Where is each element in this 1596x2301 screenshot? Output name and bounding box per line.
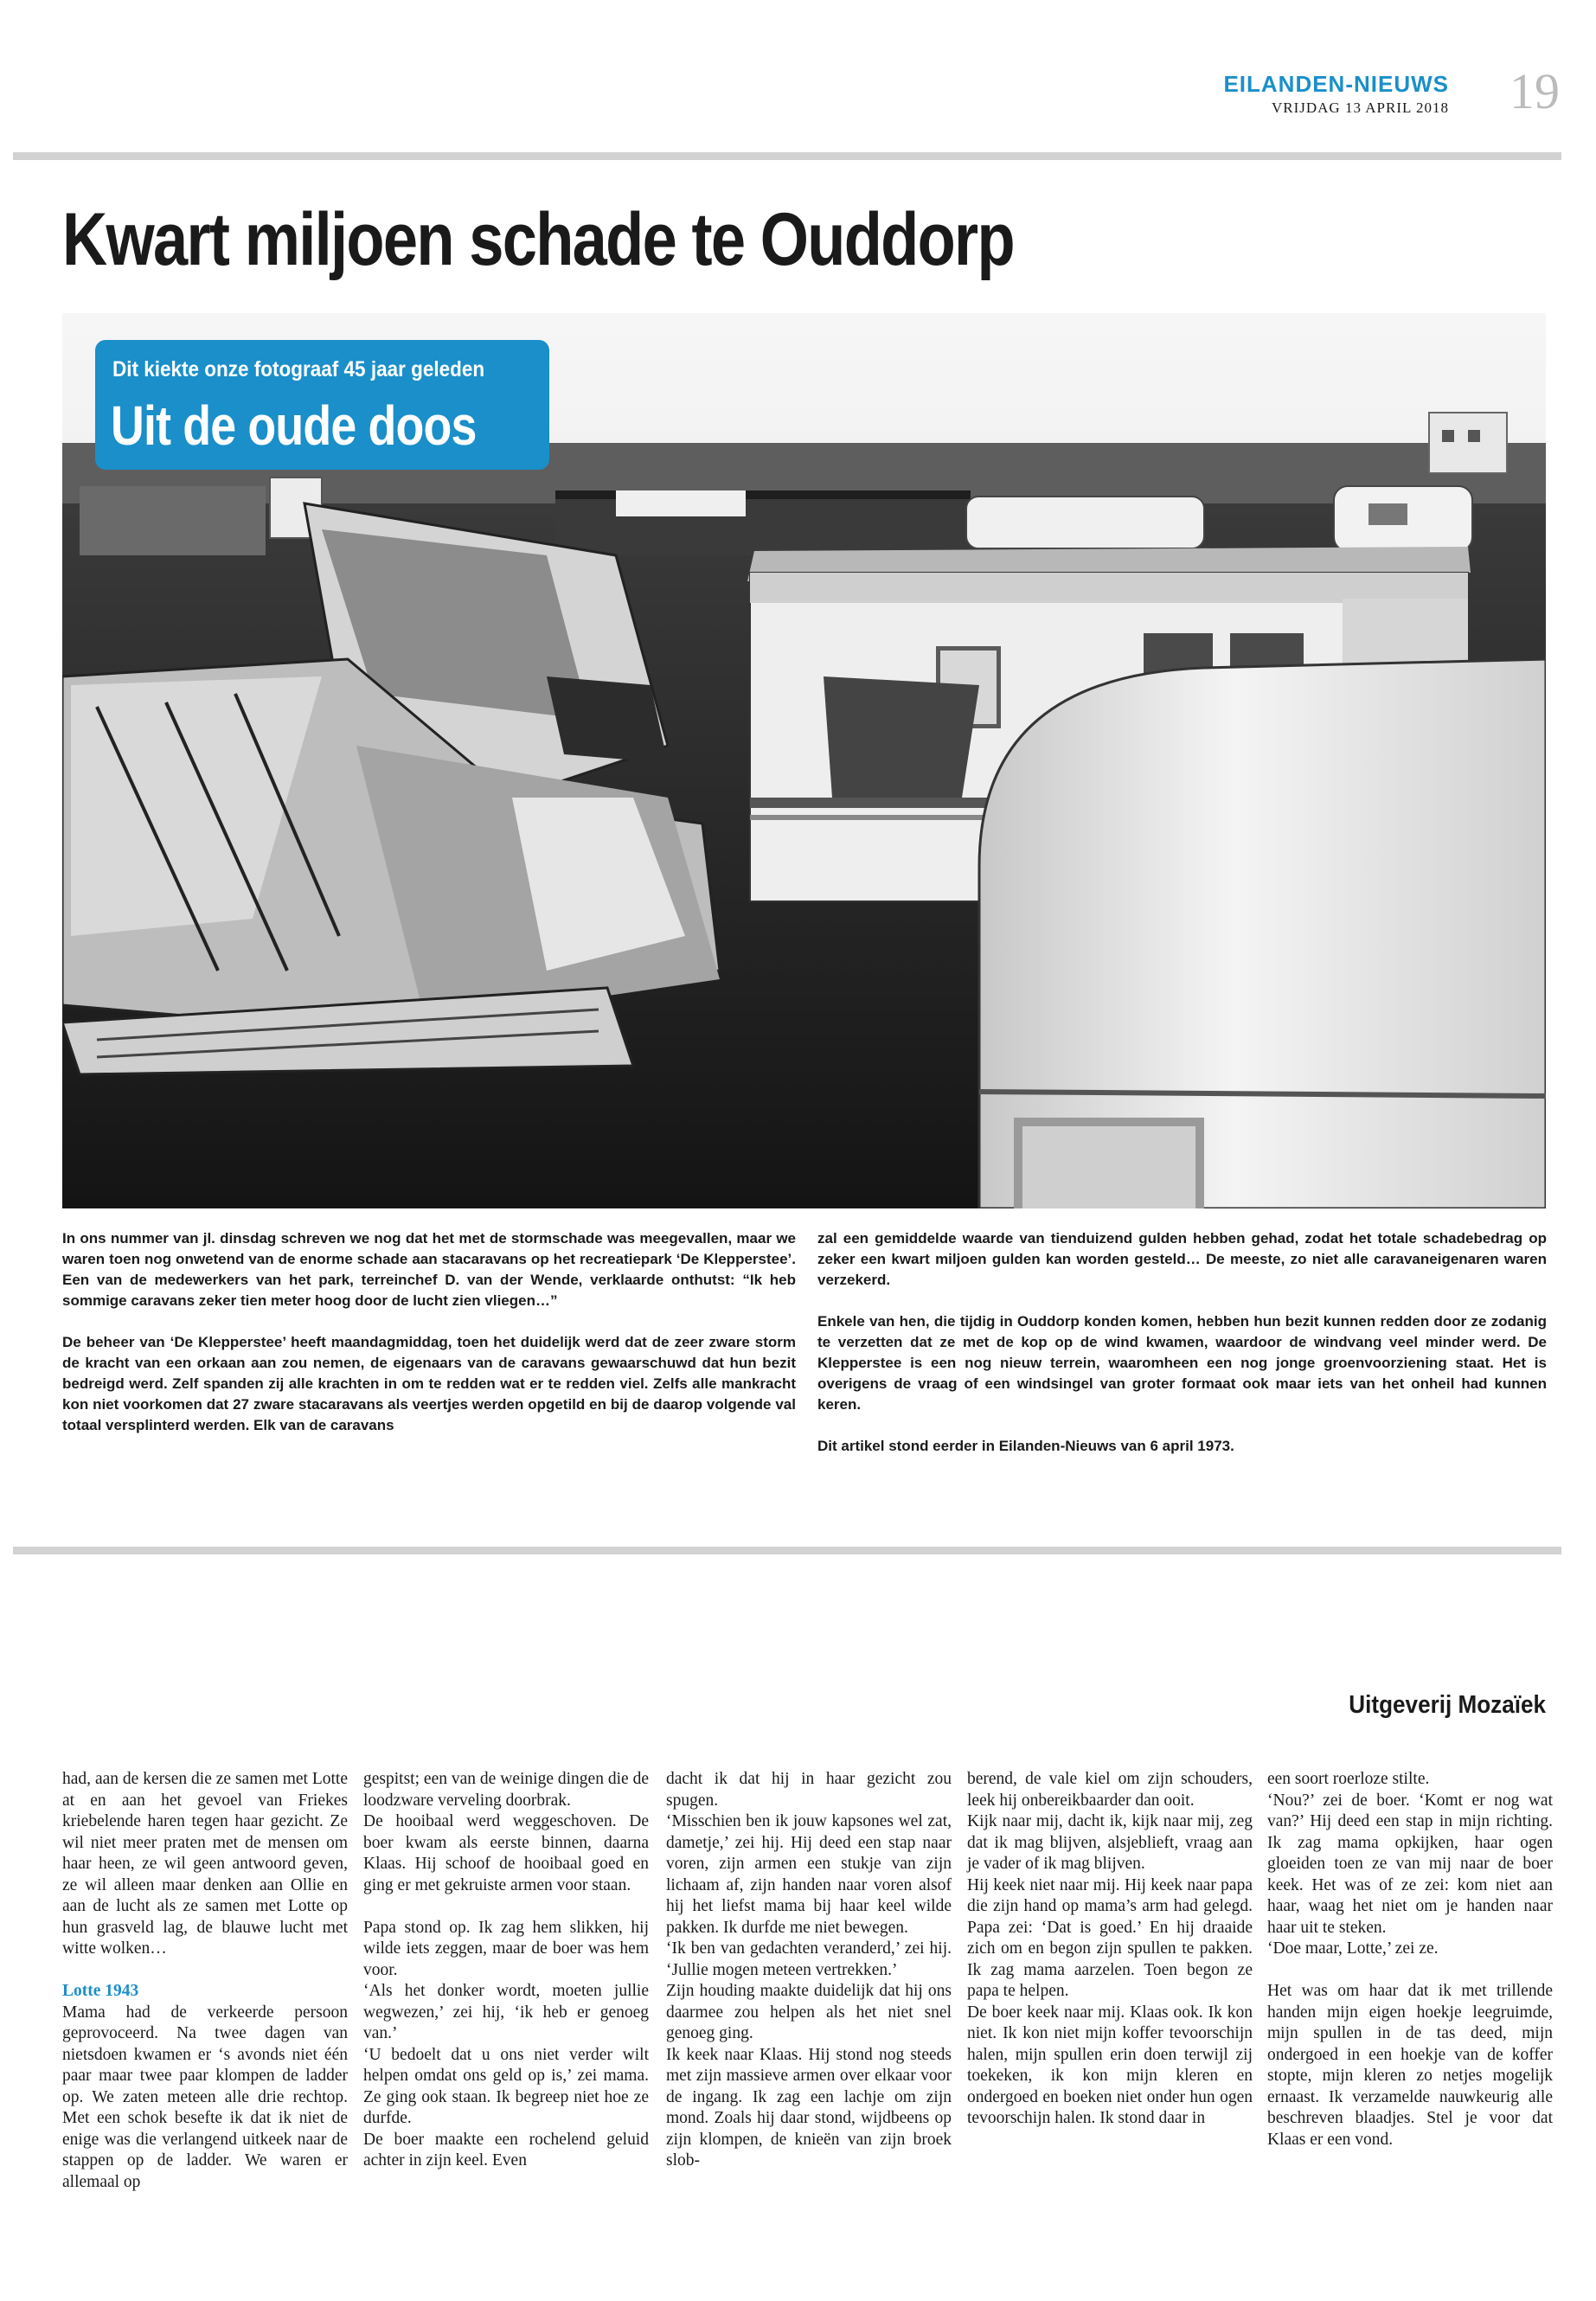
paragraph: ‘Ik ben van gedachten veranderd,’ zei hij. ‘Jullie mogen meteen vertrekken.’: [666, 1939, 952, 1979]
intro-column-right: [817, 1228, 1547, 1477]
source-note: Dit artikel stond eerder in Eilanden-Nieuws van 6 april 1973.: [817, 1438, 1234, 1454]
masthead: [1223, 71, 1449, 117]
paragraph: Mama had de verkeerde persoon geprovoceerd. Na twee dagen van nietsdoen kwamen er ‘s avonds niet één paar maar twee paar klompen de ladder op. We zaten meteen alle drie rechtop. Met een schok besefte ik dat ik niet de enige was die verlangend uitkeek naar de stappen op de ladder. We waren er allemaal op: [62, 2003, 348, 2191]
paragraph: gespitst; een van de weinige dingen die de loodzware verveling doorbrak.: [363, 1770, 649, 1810]
paragraph: dacht ik dat hij in haar gezicht zou spugen.: [666, 1770, 952, 1810]
paragraph: ‘U bedoelt dat u ons niet verder wilt helpen omdat ons geld op is,’ zei mama. Ze ging ook staan. Ik begreep niet hoe ze durfde.: [363, 2045, 649, 2127]
section-kicker: [95, 340, 549, 470]
chapter-subheading: Lotte 1943: [62, 1982, 139, 2000]
kicker-subtitle: Dit kiekte onze fotograaf 45 jaar geleden: [112, 357, 485, 381]
paragraph: Hij keek niet naar mij. Hij keek naar papa die zijn hand op mama’s arm had gelegd. Papa zei: ‘Dat is goed.’ En hij draaide zich om en begon zijn spullen te pakken. Ik zag mama aarzelen. Toen begon ze papa te helpen.: [967, 1875, 1253, 2000]
paragraph: De boer keek naar mij. Klaas ook. Ik kon niet. Ik kon niet mijn koffer tevoorschijn halen, mijn spullen erin doen terwijl zij toekeken, ik kon mijn kleren en ondergoed en boeken niet onder hun ogen tevoorschijn halen. Ik stond daar in: [967, 2003, 1253, 2127]
paragraph: ‘Doe maar, Lotte,’ zei ze.: [1267, 1939, 1439, 1958]
publication-name: EILANDEN-NIEUWS: [1223, 71, 1449, 97]
serial-column-2: [363, 1769, 649, 2172]
paragraph: een soort roerloze stilte.: [1267, 1770, 1430, 1788]
intro-column-left: [62, 1228, 796, 1457]
intro-paragraph: zal een gemiddelde waarde van tienduizend gulden hebben gehad, zodat het totale schadebedrag op zeker een kwart miljoen gulden kan worden gesteld… De meeste, zo niet alle caravaneigenaren waren verzekerd.: [817, 1230, 1547, 1288]
paragraph: Ik keek naar Klaas. Hij stond nog steeds met zijn massieve armen over elkaar voor de ingang. Ik zag een lachje om zijn mond. Zoals hij daar stond, wijdbeens op zijn klompen, de knieën van zijn broek slob-: [666, 2045, 952, 2170]
intro-paragraph: Enkele van hen, die tijdig in Ouddorp konden komen, hebben hun bezit kunnen redden door ze zodanig te verzetten dat ze met de kop op de wind kwamen, waardoor de windvang veel minder werd. De Klepperstee is een nog nieuw terrein, waaromheen een nog jonge groenvoorziening staat. Het is overigens de vraag of een windsingel van groter formaat ook maar iets van het onheil had kunnen keren.: [817, 1313, 1547, 1413]
paragraph: ‘Nou?’ zei de boer. ‘Komt er nog wat van?’ Hij deed een stap in mijn richting. Ik zag mama opkijken, haar ogen gloeiden toen ze van mij naar de boer keek. Het was of ze zei: kom niet aan haar, waag het niet om je handen naar haar uit te steken.: [1267, 1791, 1553, 1937]
paragraph: berend, de vale kiel om zijn schouders, leek hij onbereikbaarder dan ooit.: [967, 1770, 1253, 1810]
intro-paragraph: De beheer van ‘De Klepperstee’ heeft maandagmiddag, toen het duidelijk werd dat de zeer zware storm de kracht van een orkaan aan zou nemen, de eigenaars van de caravans gewaarschuwd dat hun bezit bedreigd werd. Zelf spanden zij alle krachten in om te redden wat er te redden viel. Zelfs alle mankracht kon niet voorkomen dat 27 zware stacaravans als veertjes werden opgetild en bij de daarop volgende val totaal versplinterd werden. Elk van de caravans: [62, 1334, 796, 1433]
paragraph: ‘Als het donker wordt, moeten jullie wegwezen,’ zei hij, ‘ik heb er genoeg van.’: [363, 1982, 649, 2042]
paragraph: Kijk naar mij, dacht ik, kijk naar mij, zeg dat ik mag blijven, alsjeblieft, vraag aan je vader of ik mag blijven.: [967, 1812, 1253, 1873]
section-divider: [13, 1547, 1561, 1554]
paragraph: De hooibaal werd weggeschoven. De boer kwam als eerste binnen, daarna Klaas. Hij schoof de hooibaal goed en ging er met gekruiste armen voor staan.: [363, 1812, 649, 1894]
paragraph: ‘Misschien ben ik jouw kapsones wel zat, dametje,’ zei hij. Hij deed een stap naar voren, zijn armen een stukje van zijn lichaam af, zijn handen naar voren alsof hij het liefst mama bij haar keel wilde pakken. Ik durfde me niet bewegen.: [666, 1812, 952, 1937]
serial-column-1: [62, 1769, 348, 2193]
kicker-title: Uit de oude doos: [111, 394, 477, 457]
article-headline: Kwart miljoen schade te Ouddorp: [62, 198, 1014, 281]
top-divider: [13, 152, 1561, 160]
serial-column-4: [967, 1769, 1253, 2130]
publication-date: VRIJDAG 13 APRIL 2018: [1271, 99, 1449, 116]
serial-column-5: [1267, 1769, 1553, 2150]
paragraph: Zijn houding maakte duidelijk dat hij ons daarmee zou helpen als het niet snel genoeg ging.: [666, 1982, 952, 2042]
page-number: 19: [1509, 63, 1560, 119]
intro-paragraph: In ons nummer van jl. dinsdag schreven we nog dat het met de stormschade was meegevallen, maar we waren toen nog onwetend van de enorme schade aan stacaravans op het recreatiepark ‘De Klepperstee’. Een van de medewerkers van het park, terreinchef D. van der Wende, verklaarde onthutst: “Ik heb sommige caravans zeker tien meter hoog door de lucht zien vliegen…”: [62, 1230, 796, 1309]
paragraph: De boer maakte een rochelend geluid achter in zijn keel. Even: [363, 2130, 649, 2170]
serial-column-3: [666, 1769, 952, 2172]
paragraph: had, aan de kersen die ze samen met Lotte at en aan het gevoel van Friekes kriebelende haren tegen haar gezicht. Ze wil niet meer praten met de mensen om haar heen, ze wil geen antwoord geven, ze wil alleen maar denken aan Ollie en aan de lucht als ze samen met Lotte op hun grasveld lag, de blauwe lucht met witte wolken…: [62, 1770, 348, 1958]
paragraph: Papa stond op. Ik zag hem slikken, hij wilde iets zeggen, maar de boer was hem voor.: [363, 1918, 649, 1979]
paragraph: Het was om haar dat ik met trillende handen mijn eigen hoekje leegruimde, mijn spullen in de tas deed, mijn ondergoed in een hoekje van de koffer stopte, mijn kleren zo netjes mogelijk ernaast. Ik verzamelde nauwkeurig alle beschreven blaadjes. Stel je voor dat Klaas er een vond.: [1267, 1982, 1553, 2149]
publisher-credit: Uitgeverij Mozaïek: [1349, 1691, 1546, 1719]
